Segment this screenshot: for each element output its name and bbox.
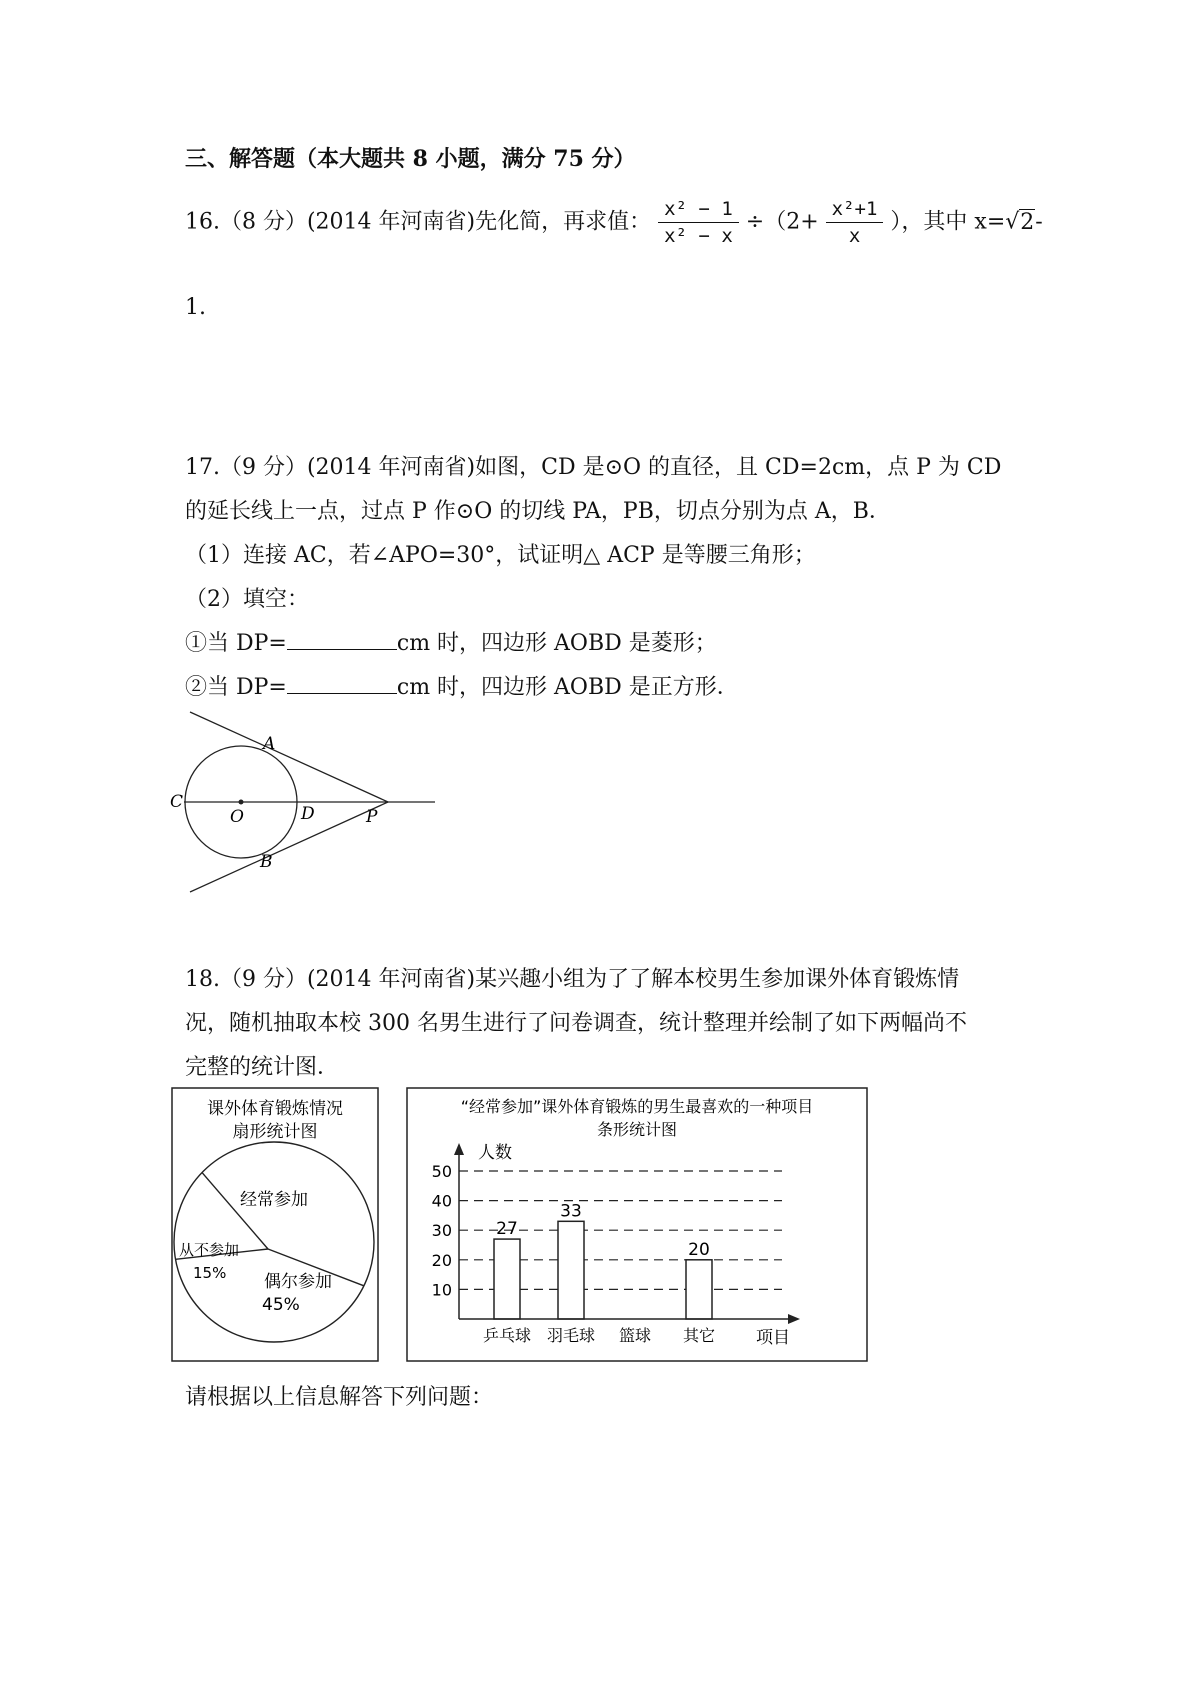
bar: [558, 1221, 584, 1319]
pie-slice-label-sometimes: 偶尔参加: [264, 1272, 332, 1292]
q16-fraction-1: [658, 198, 739, 247]
bar-chart-y-axis-label: 人数: [478, 1143, 512, 1163]
q17-line2: 的延长线上一点，过点 P 作⊙O 的切线 PA，PB，切点分别为点 A，B．: [185, 499, 891, 524]
pie-chart-subtitle: 扇形统计图: [232, 1122, 318, 1142]
label-o: O: [230, 807, 244, 827]
bar-value-label: 27: [496, 1219, 518, 1240]
x-tick-label: 其它: [682, 1326, 716, 1345]
y-tick-label: 10: [431, 1280, 452, 1300]
q17-part2: （2）填空：: [185, 587, 309, 612]
label-b: B: [260, 852, 273, 872]
bar-chart-subtitle: 条形统计图: [596, 1120, 678, 1139]
q17-blank2-line: [185, 670, 739, 701]
tangent-line-pb: [190, 802, 388, 892]
pie-slice-percent-sometimes: 45%: [262, 1295, 300, 1315]
label-a: A: [263, 734, 276, 754]
q17-blank2-suffix: cm 时，四边形 AOBD 是正方形．: [396, 675, 739, 700]
q16-condition: ），其中 x=: [890, 209, 1006, 235]
bar-chart-x-axis-label: 项目: [756, 1328, 790, 1348]
q17-blank1-prefix: ①当 DP=: [185, 631, 287, 656]
q17-answer-blank-1[interactable]: [287, 629, 397, 650]
q16-fraction-1-numerator: x² − 1: [658, 198, 739, 223]
y-tick-label: 50: [431, 1162, 452, 1181]
q17-answer-blank-2[interactable]: [287, 673, 397, 694]
bar: [494, 1239, 520, 1319]
y-tick-label: 30: [431, 1221, 452, 1241]
bar-value-label: 33: [560, 1201, 582, 1222]
q16-fraction-2-numerator: x²+1: [826, 198, 884, 223]
q17-blank1-suffix: cm 时，四边形 AOBD 是菱形；: [396, 631, 717, 656]
section-title: 三、解答题（本大题共 8 小题，满分 75 分）: [185, 146, 636, 172]
q18-instruction: 请根据以上信息解答下列问题：: [185, 1385, 494, 1410]
pie-chart-title: 课外体育锻炼情况: [207, 1099, 343, 1119]
bar: [686, 1260, 712, 1319]
x-tick-label: 乒乓球: [482, 1326, 532, 1345]
q18-line3: 完整的统计图．: [185, 1055, 340, 1080]
q18-line2: 况，随机抽取本校 300 名男生进行了问卷调查，统计整理并绘制了如下两幅尚不: [185, 1011, 967, 1036]
q17-part1: （1）连接 AC，若∠APO=30°，试证明△ ACP 是等腰三角形；: [185, 543, 816, 568]
y-tick-label: 20: [431, 1250, 452, 1270]
q17-line1: 17.（9 分）(2014 年河南省)如图，CD 是⊙O 的直径，且 CD=2cm，点 P 为 CD: [185, 455, 1002, 480]
q18-line1: 18.（9 分）(2014 年河南省)某兴趣小组为了了解本校男生参加课外体育锻炼情: [185, 967, 960, 992]
q16-fraction-1-denominator: x² − x: [664, 225, 733, 247]
label-p: P: [366, 807, 378, 827]
tangent-line-pa: [190, 712, 388, 802]
x-tick-label: 羽毛球: [546, 1326, 596, 1345]
pie-slice-percent-never: 15%: [193, 1264, 227, 1282]
q16-sqrt-argument: 2: [1020, 209, 1035, 235]
bar-chart: [406, 1087, 868, 1362]
label-d: D: [301, 804, 315, 824]
pie-slice-label-never: 从不参加: [179, 1241, 240, 1259]
q16-line1: [185, 198, 1043, 247]
center-point-o: [239, 800, 244, 805]
q17-blank2-prefix: ②当 DP=: [185, 675, 287, 700]
q16-fraction-2: [826, 198, 884, 247]
q16-operator: ÷（2+: [745, 209, 819, 235]
bar-value-label: 20: [688, 1239, 710, 1260]
q16-line2: 1.: [185, 295, 206, 320]
label-c: C: [170, 792, 184, 812]
pie-slice-label-often: 经常参加: [240, 1190, 308, 1210]
sqrt-sign: √: [1005, 209, 1020, 235]
y-tick-label: 40: [431, 1191, 452, 1211]
q16-tail: -: [1035, 209, 1043, 235]
circle-tangent-figure: [170, 705, 440, 905]
x-tick-label: 篮球: [618, 1326, 652, 1345]
bar-chart-title: “经常参加”课外体育锻炼的男生最喜欢的一种项目: [460, 1097, 814, 1116]
pie-chart: [171, 1087, 379, 1362]
q16-fraction-2-denominator: x: [848, 225, 861, 247]
q17-blank1-line: [185, 626, 717, 657]
q16-prefix: 16.（8 分）(2014 年河南省)先化简，再求值：: [185, 209, 652, 235]
